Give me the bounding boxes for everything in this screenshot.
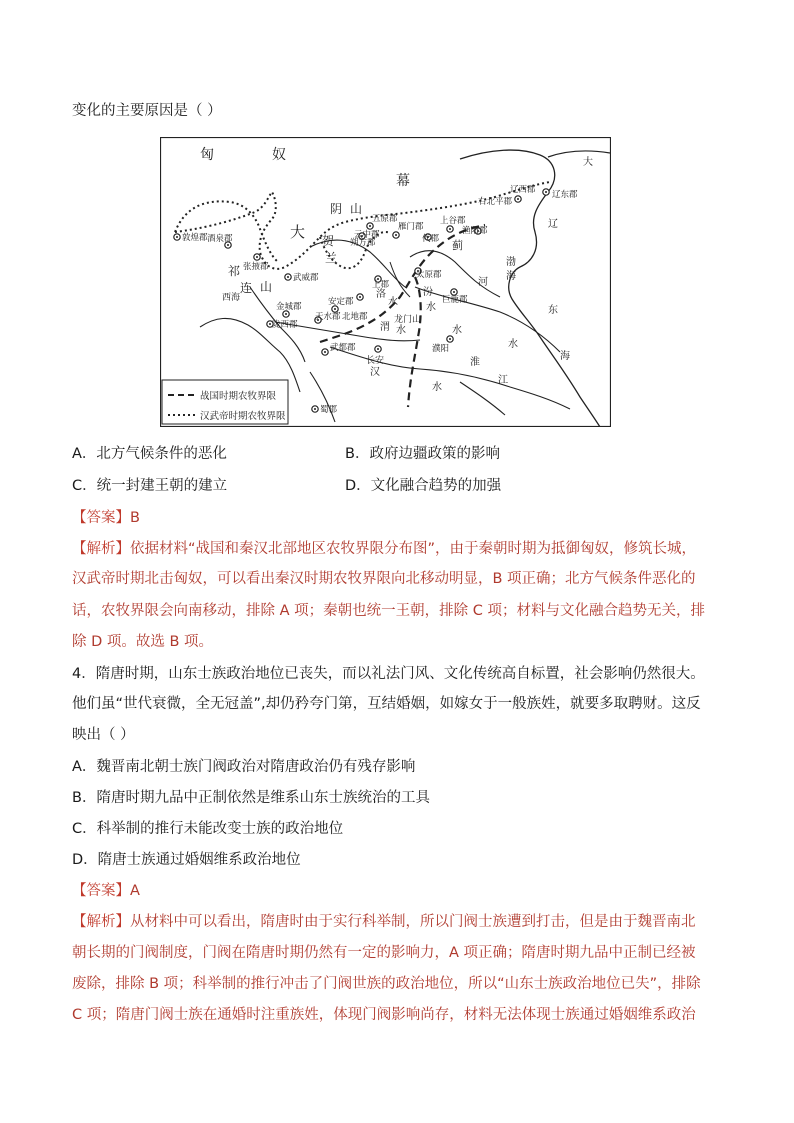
label-julu: 巨鹿郡 — [442, 295, 468, 305]
q4-stem-line-2: 他们虽“世代衰微，全无冠盖”,却仍矜夸门第，互结婚姻，如嫁女于一般族姓，就要多取聘财。这反 — [72, 696, 701, 712]
label-fen: 汾 — [423, 287, 433, 298]
label-hai: 海 — [560, 351, 570, 362]
label-shu: 蜀郡 — [320, 405, 338, 415]
label-shui-3: 水 — [396, 325, 406, 336]
label-he: 贺 — [322, 234, 335, 248]
q3-stem: 变化的主要原因是（ ） — [72, 103, 222, 119]
label-he-river: 河 — [478, 277, 488, 288]
label-bohai-1: 渤 — [506, 257, 516, 268]
label-dong: 东 — [548, 305, 558, 316]
label-shanggu: 上谷郡 — [440, 216, 466, 226]
label-jincheng: 金城郡 — [276, 302, 302, 312]
label-huai: 淮 — [470, 357, 480, 368]
analysis-tag: 【解析】 — [72, 914, 130, 930]
label-xihai: 西海 — [222, 293, 241, 303]
label-zhangye: 张掖郡 — [243, 262, 269, 272]
label-taiyuan: 太原郡 — [416, 270, 442, 280]
label-anding: 安定郡 — [328, 297, 354, 307]
answer-tag: 【答案】 — [72, 510, 130, 526]
legend-hanwudi: 汉武帝时期农牧界限 — [200, 411, 286, 422]
q3-analysis-line-2: 汉武帝时期北击匈奴，可以看出秦汉时期农牧界限向北移动明显，B 项正确；北方气候条件恶化的 — [72, 571, 696, 587]
q4-option-d: D．隋唐士族通过婚姻维系政治地位 — [72, 852, 301, 868]
label-shui-4: 水 — [452, 325, 462, 336]
q3-option-c: C．统一封建王朝的建立 — [72, 478, 228, 494]
analysis-text: 依据材料“战国和秦汉北部地区农牧界限分布图”，由于秦朝时期为抵御匈奴，修筑长城， — [130, 541, 697, 557]
label-xiongnu-1: 匈 — [200, 147, 214, 163]
label-shangjun: 上郡 — [372, 280, 390, 290]
label-lian: 连 — [240, 281, 253, 295]
label-shui-1: 水 — [388, 297, 398, 308]
label-shan2: 山 — [260, 280, 273, 294]
q3-answer — [72, 508, 140, 528]
label-shui-5: 水 — [432, 382, 442, 393]
analysis-text: 从材料中可以看出，隋唐时由于实行科举制，所以门阀士族遭到打击，但是由于魏晋南北 — [130, 914, 696, 930]
label-yin: 阴 — [330, 202, 343, 216]
label-wuwei: 武威郡 — [293, 273, 319, 283]
label-liaodong: 辽东郡 — [552, 190, 578, 200]
label-beidi: 北地郡 — [342, 312, 368, 322]
label-youbeiping: 右北平郡 — [478, 197, 513, 207]
label-qi: 祁 — [228, 264, 241, 278]
label-yuyang: 渔阳郡 — [462, 226, 488, 236]
answer-value: A — [130, 883, 140, 899]
label-longmen: 龙门山 — [394, 315, 422, 325]
label-shui-2: 水 — [426, 302, 436, 313]
label-wei: 渭 — [380, 322, 390, 333]
q4-analysis-line-3: 废除，排除 B 项；科举制的推行冲击了门阀世族的政治地位，所以“山东士族政治地位已失”，排除 — [72, 976, 701, 992]
q4-option-b: B．隋唐时期九品中正制依然是维系山东士族统治的工具 — [72, 790, 430, 806]
legend-warring: 战国时期农牧界限 — [200, 391, 277, 402]
q3-analysis-line-3: 话，农牧界限会向南移动，排除 A 项；秦朝也统一王朝，排除 C 项；材料与文化融合趋势无关，排 — [72, 603, 705, 619]
label-dunhuang: 敦煌郡 — [182, 233, 208, 243]
label-jiuquan: 酒泉郡 — [207, 234, 233, 244]
q3-option-b: B．政府边疆政策的影响 — [345, 446, 500, 462]
label-changan: 长安 — [366, 356, 385, 366]
q4-answer — [72, 881, 140, 901]
q4-analysis-line-2: 朝长期的门阀制度，门阀在隋唐时期仍然有一定的影响力，A 项正确；隋唐时期九品中正制已经被 — [72, 945, 696, 961]
label-shui-6: 水 — [508, 339, 518, 350]
label-da-1: 大 — [290, 223, 306, 241]
label-yanmen: 雁门郡 — [398, 222, 424, 232]
analysis-tag: 【解析】 — [72, 541, 130, 557]
label-shuofang: 朔方郡 — [350, 238, 376, 248]
q3-analysis-line-4: 除 D 项。故选 B 项。 — [72, 634, 214, 650]
q4-stem-line-1: 4．隋唐时期，山东士族政治地位已丧失，而以礼法门风、文化传统高自标置，社会影响仍然很大。 — [72, 666, 705, 682]
q4-option-c: C．科举制的推行未能改变士族的政治地位 — [72, 821, 344, 837]
q3-option-d: D．文化融合趋势的加强 — [345, 478, 502, 494]
label-longxi: 陇西郡 — [272, 320, 298, 330]
label-liao: 辽 — [548, 219, 558, 230]
label-liaoxi: 辽西郡 — [510, 185, 536, 195]
label-dai: 代郡 — [422, 234, 440, 244]
answer-value: B — [130, 510, 140, 526]
label-jiang: 江 — [498, 375, 508, 386]
label-luo: 洛 — [376, 289, 386, 300]
label-mu: 幕 — [396, 173, 410, 189]
q3-option-a: A．北方气候条件的恶化 — [72, 446, 227, 462]
label-tianshui: 天水郡 — [315, 312, 341, 322]
label-bohai-2: 海 — [506, 271, 516, 282]
q4-analysis-line-1 — [72, 912, 696, 932]
q3-analysis-line-1 — [72, 539, 696, 559]
q4-stem-line-3: 映出（ ） — [72, 727, 135, 743]
label-wudu: 武都郡 — [330, 343, 356, 353]
label-wuyuan: 五原郡 — [372, 214, 398, 224]
label-puyang: 濮阳 — [432, 344, 450, 354]
label-han: 汉 — [370, 367, 380, 378]
label-lan: 兰 — [325, 251, 338, 265]
label-xiongnu-2: 奴 — [272, 147, 286, 163]
agri-pastoral-boundary-map — [160, 137, 611, 427]
answer-tag: 【答案】 — [72, 883, 130, 899]
label-da-2: 大 — [583, 157, 593, 168]
label-yunzhong: 云中郡 — [354, 230, 380, 240]
q4-option-a: A．魏晋南北朝士族门阀政治对隋唐政治仍有残存影响 — [72, 759, 416, 775]
label-shan: 山 — [350, 202, 363, 216]
q4-analysis-line-4: C 项；隋唐门阀士族在通婚时注重族姓，体现门阀影响尚存，材料无法体现士族通过婚姻维系政治 — [72, 1007, 696, 1023]
label-ji: 蓟 — [452, 239, 463, 252]
